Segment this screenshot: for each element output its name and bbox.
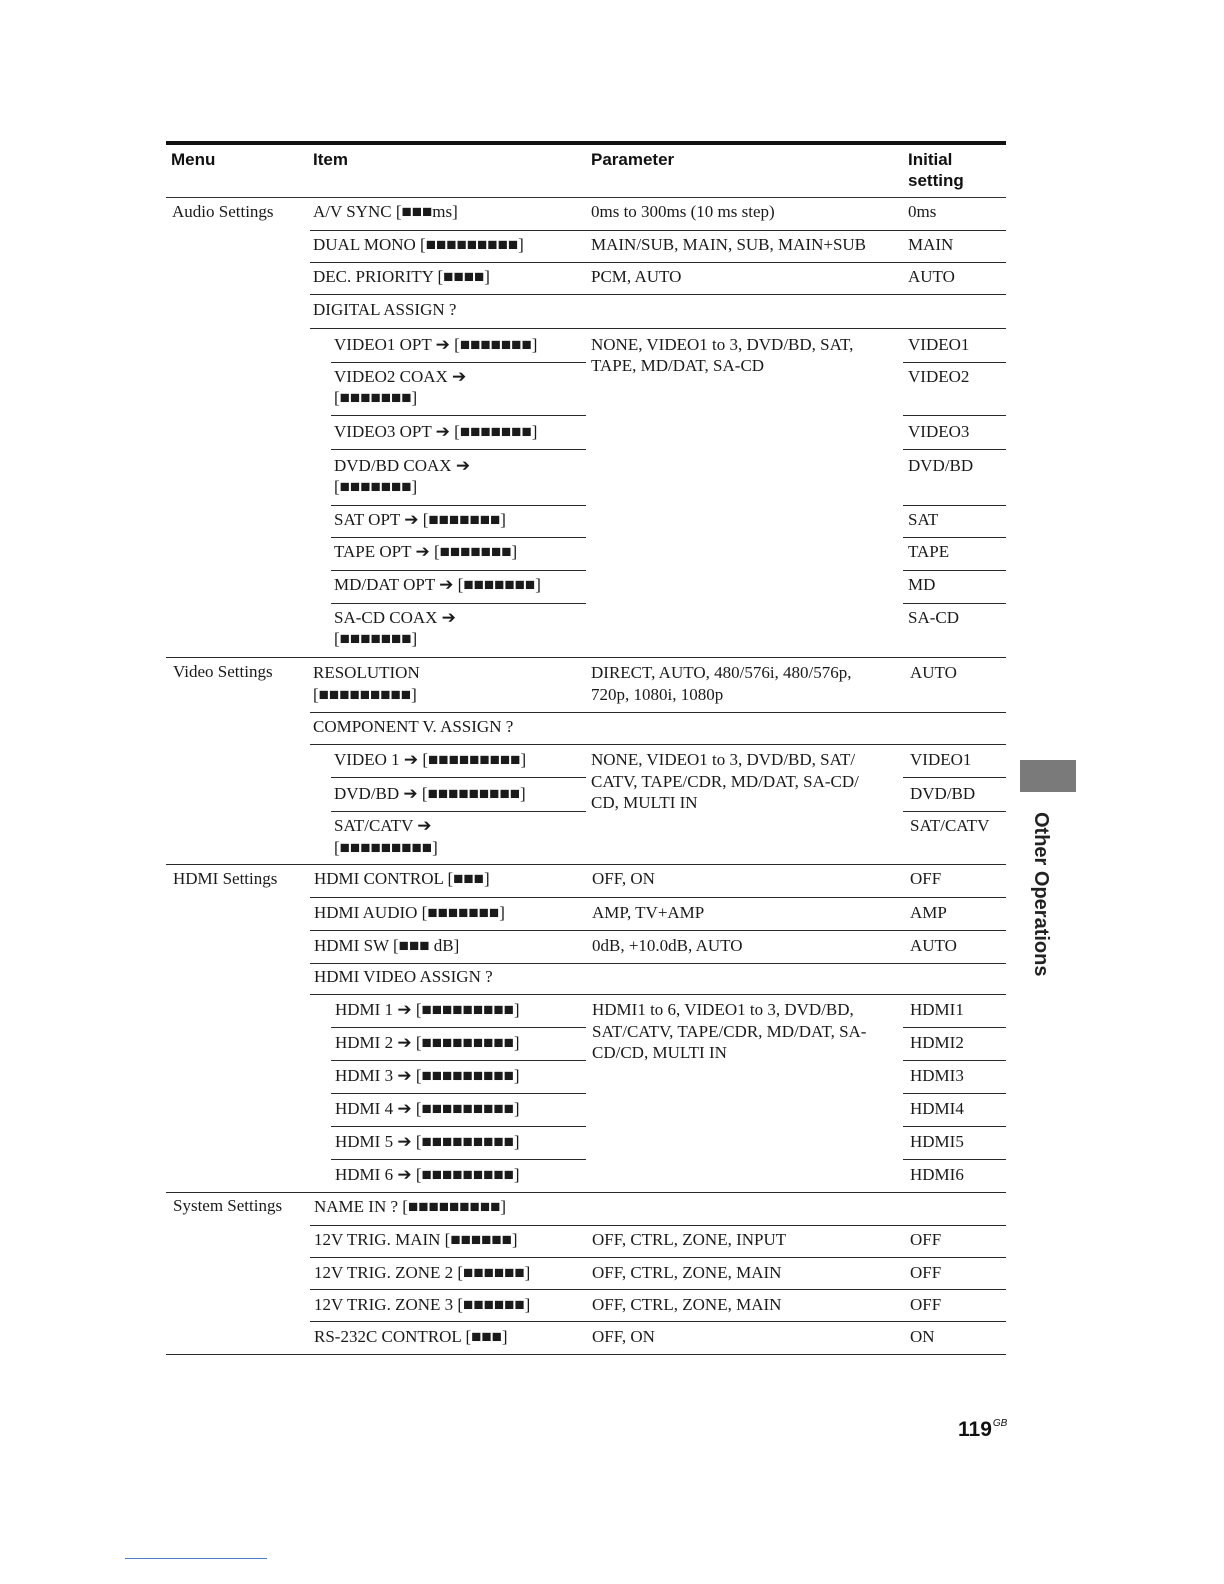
- item-hdmi-control: HDMI CONTROL [■■■]: [314, 869, 490, 888]
- item-12v-trig-main: 12V TRIG. MAIN [■■■■■■]: [314, 1230, 518, 1249]
- param-component-line3: CD, MULTI IN: [591, 793, 698, 812]
- row-rule: [903, 1159, 1006, 1160]
- row-rule: [903, 603, 1006, 604]
- side-tab-label-container: [1030, 812, 1052, 982]
- item-digital-assign: DIGITAL ASSIGN ?: [313, 300, 457, 319]
- table-top-rule: [166, 141, 1006, 145]
- item-hdmi-video-assign: HDMI VIDEO ASSIGN ?: [314, 967, 493, 986]
- item-video1-component: VIDEO 1 ➔ [■■■■■■■■■]: [334, 750, 527, 769]
- header-parameter: Parameter: [591, 150, 675, 169]
- row-rule: [310, 897, 1006, 898]
- row-rule: [903, 505, 1006, 506]
- header-menu: Menu: [171, 150, 216, 169]
- param-rs232c-control: OFF, ON: [592, 1327, 655, 1346]
- param-hdmi-assign-line1: HDMI1 to 6, VIDEO1 to 3, DVD/BD,: [592, 1000, 854, 1019]
- row-rule: [331, 505, 586, 506]
- row-rule: [331, 449, 586, 450]
- row-rule: [310, 1289, 1006, 1290]
- item-hdmi-sw: HDMI SW [■■■ dB]: [314, 936, 460, 955]
- item-dvdbd-component: DVD/BD ➔ [■■■■■■■■■]: [334, 784, 526, 803]
- item-dual-mono: DUAL MONO [■■■■■■■■■]: [313, 235, 524, 254]
- item-hdmi3: HDMI 3 ➔ [■■■■■■■■■]: [335, 1066, 520, 1085]
- item-video1-opt: VIDEO1 OPT ➔ [■■■■■■■]: [334, 335, 538, 354]
- initial-sat-opt: SAT: [908, 510, 939, 529]
- item-hdmi4: HDMI 4 ➔ [■■■■■■■■■]: [335, 1099, 520, 1118]
- table-bottom-rule: [166, 1354, 1006, 1355]
- row-rule: [903, 1093, 1006, 1094]
- row-rule: [310, 930, 1006, 931]
- initial-hdmi5: HDMI5: [910, 1132, 964, 1151]
- initial-hdmi2: HDMI2: [910, 1033, 964, 1052]
- initial-video3-opt: VIDEO3: [908, 422, 970, 441]
- section-rule: [166, 657, 1006, 658]
- page-number-suffix: GB: [992, 1418, 1008, 1429]
- initial-resolution: AUTO: [910, 663, 957, 682]
- item-video3-opt: VIDEO3 OPT ➔ [■■■■■■■]: [334, 422, 538, 441]
- initial-12v-trig-zone2: OFF: [910, 1263, 942, 1282]
- initial-dual-mono: MAIN: [908, 235, 954, 254]
- param-dual-mono: MAIN/SUB, MAIN, SUB, MAIN+SUB: [591, 235, 867, 254]
- row-rule: [903, 1126, 1006, 1127]
- initial-rs232c-control: ON: [910, 1327, 935, 1346]
- row-rule: [331, 603, 586, 604]
- row-rule: [310, 963, 1006, 964]
- row-rule: [331, 811, 586, 812]
- row-rule: [903, 1027, 1006, 1028]
- initial-video1-component: VIDEO1: [910, 750, 972, 769]
- initial-mddat-opt: MD: [908, 575, 936, 594]
- param-av-sync: 0ms to 300ms (10 ms step): [591, 202, 775, 221]
- row-rule: [903, 570, 1006, 571]
- row-rule: [903, 449, 1006, 450]
- item-satcatv-component: SAT/CATV ➔: [334, 816, 432, 835]
- param-12v-trig-main: OFF, CTRL, ZONE, INPUT: [592, 1230, 787, 1249]
- initial-hdmi-audio: AMP: [910, 903, 947, 922]
- item-hdmi2: HDMI 2 ➔ [■■■■■■■■■]: [335, 1033, 520, 1052]
- item-video2-coax-code: [■■■■■■■]: [334, 388, 418, 407]
- row-rule: [903, 362, 1006, 363]
- item-rs232c-control: RS-232C CONTROL [■■■]: [314, 1327, 508, 1346]
- item-dvdbd-coax-code: [■■■■■■■]: [334, 477, 418, 496]
- initial-satcatv-component: SAT/CATV: [910, 816, 990, 835]
- menu-hdmi-settings: HDMI Settings: [173, 869, 278, 888]
- row-rule: [331, 777, 586, 778]
- item-resolution: RESOLUTION: [313, 663, 420, 682]
- item-component-assign: COMPONENT V. ASSIGN ?: [313, 717, 514, 736]
- param-component-line2: CATV, TAPE/CDR, MD/DAT, SA-CD/: [591, 772, 859, 791]
- menu-audio-settings: Audio Settings: [172, 202, 274, 221]
- initial-12v-trig-main: OFF: [910, 1230, 942, 1249]
- row-rule: [903, 811, 1006, 812]
- item-dvdbd-coax: DVD/BD COAX ➔: [334, 456, 471, 475]
- side-tab-label: Other Operations: [1030, 812, 1052, 977]
- row-rule: [310, 712, 1006, 713]
- row-rule: [903, 415, 1006, 416]
- row-rule: [310, 262, 1006, 263]
- row-rule: [331, 1159, 586, 1160]
- initial-hdmi6: HDMI6: [910, 1165, 964, 1184]
- row-rule: [331, 537, 586, 538]
- row-rule: [331, 1060, 586, 1061]
- param-component-line1: NONE, VIDEO1 to 3, DVD/BD, SAT/: [591, 750, 856, 769]
- item-satcatv-component-code: [■■■■■■■■■]: [334, 838, 438, 857]
- initial-dvdbd-component: DVD/BD: [910, 784, 976, 803]
- initial-video1-opt: VIDEO1: [908, 335, 970, 354]
- item-12v-trig-zone2: 12V TRIG. ZONE 2 [■■■■■■]: [314, 1263, 531, 1282]
- item-hdmi-audio: HDMI AUDIO [■■■■■■■]: [314, 903, 505, 922]
- item-resolution-code: [■■■■■■■■■]: [313, 685, 417, 704]
- item-sat-opt: SAT OPT ➔ [■■■■■■■]: [334, 510, 506, 529]
- initial-hdmi-control: OFF: [910, 869, 942, 888]
- param-dec-priority: PCM, AUTO: [591, 267, 682, 286]
- initial-sacd-coax: SA-CD: [908, 608, 960, 627]
- item-video2-coax: VIDEO2 COAX ➔: [334, 367, 467, 386]
- row-rule: [331, 415, 586, 416]
- param-hdmi-sw: 0dB, +10.0dB, AUTO: [592, 936, 743, 955]
- initial-hdmi3: HDMI3: [910, 1066, 964, 1085]
- param-resolution-line1: DIRECT, AUTO, 480/576i, 480/576p,: [591, 663, 852, 682]
- row-rule: [310, 1257, 1006, 1258]
- initial-hdmi1: HDMI1: [910, 1000, 964, 1019]
- row-rule: [310, 744, 1006, 745]
- param-12v-trig-zone2: OFF, CTRL, ZONE, MAIN: [592, 1263, 782, 1282]
- item-av-sync: A/V SYNC [■■■ms]: [313, 202, 458, 221]
- row-rule: [331, 1126, 586, 1127]
- item-dec-priority: DEC. PRIORITY [■■■■]: [313, 267, 490, 286]
- initial-video2-coax: VIDEO2: [908, 367, 970, 386]
- item-sacd-coax-code: [■■■■■■■]: [334, 629, 418, 648]
- param-digital-assign-line1: NONE, VIDEO1 to 3, DVD/BD, SAT,: [591, 335, 854, 354]
- row-rule: [331, 570, 586, 571]
- row-rule: [310, 328, 1006, 329]
- initial-dvdbd-coax: DVD/BD: [908, 456, 974, 475]
- param-hdmi-control: OFF, ON: [592, 869, 655, 888]
- row-rule: [331, 1027, 586, 1028]
- item-12v-trig-zone3: 12V TRIG. ZONE 3 [■■■■■■]: [314, 1295, 531, 1314]
- header-rule: [166, 197, 1006, 198]
- item-sacd-coax: SA-CD COAX ➔: [334, 608, 456, 627]
- initial-hdmi-sw: AUTO: [910, 936, 957, 955]
- item-name-in: NAME IN ? [■■■■■■■■■]: [314, 1197, 507, 1216]
- initial-dec-priority: AUTO: [908, 267, 955, 286]
- item-hdmi5: HDMI 5 ➔ [■■■■■■■■■]: [335, 1132, 520, 1151]
- row-rule: [310, 1225, 1006, 1226]
- page-number: [958, 1418, 1007, 1442]
- section-tab-marker: [1020, 760, 1076, 792]
- row-rule: [903, 777, 1006, 778]
- page-number-value: 119: [958, 1418, 992, 1441]
- row-rule: [331, 1093, 586, 1094]
- footer-rule: [125, 1558, 267, 1559]
- initial-12v-trig-zone3: OFF: [910, 1295, 942, 1314]
- section-rule: [166, 1192, 1006, 1193]
- row-rule: [903, 1060, 1006, 1061]
- section-rule: [166, 864, 1006, 865]
- row-rule: [310, 230, 1006, 231]
- header-initial: Initial: [908, 150, 953, 169]
- param-hdmi-assign-line2: SAT/CATV, TAPE/CDR, MD/DAT, SA-: [592, 1022, 867, 1041]
- param-hdmi-audio: AMP, TV+AMP: [592, 903, 705, 922]
- initial-tape-opt: TAPE: [908, 542, 950, 561]
- item-hdmi1: HDMI 1 ➔ [■■■■■■■■■]: [335, 1000, 520, 1019]
- initial-av-sync: 0ms: [908, 202, 937, 221]
- initial-hdmi4: HDMI4: [910, 1099, 964, 1118]
- item-tape-opt: TAPE OPT ➔ [■■■■■■■]: [334, 542, 518, 561]
- param-digital-assign-line2: TAPE, MD/DAT, SA-CD: [591, 356, 765, 375]
- item-mddat-opt: MD/DAT OPT ➔ [■■■■■■■]: [334, 575, 541, 594]
- menu-system-settings: System Settings: [173, 1196, 283, 1215]
- header-initial-setting: setting: [908, 171, 964, 190]
- item-hdmi6: HDMI 6 ➔ [■■■■■■■■■]: [335, 1165, 520, 1184]
- row-rule: [310, 994, 1006, 995]
- param-resolution-line2: 720p, 1080i, 1080p: [591, 685, 724, 704]
- row-rule: [310, 1321, 1006, 1322]
- param-hdmi-assign-line3: CD/CD, MULTI IN: [592, 1043, 727, 1062]
- header-item: Item: [313, 150, 348, 169]
- row-rule: [331, 362, 586, 363]
- row-rule: [903, 537, 1006, 538]
- menu-video-settings: Video Settings: [173, 662, 273, 681]
- param-12v-trig-zone3: OFF, CTRL, ZONE, MAIN: [592, 1295, 782, 1314]
- row-rule: [310, 294, 1006, 295]
